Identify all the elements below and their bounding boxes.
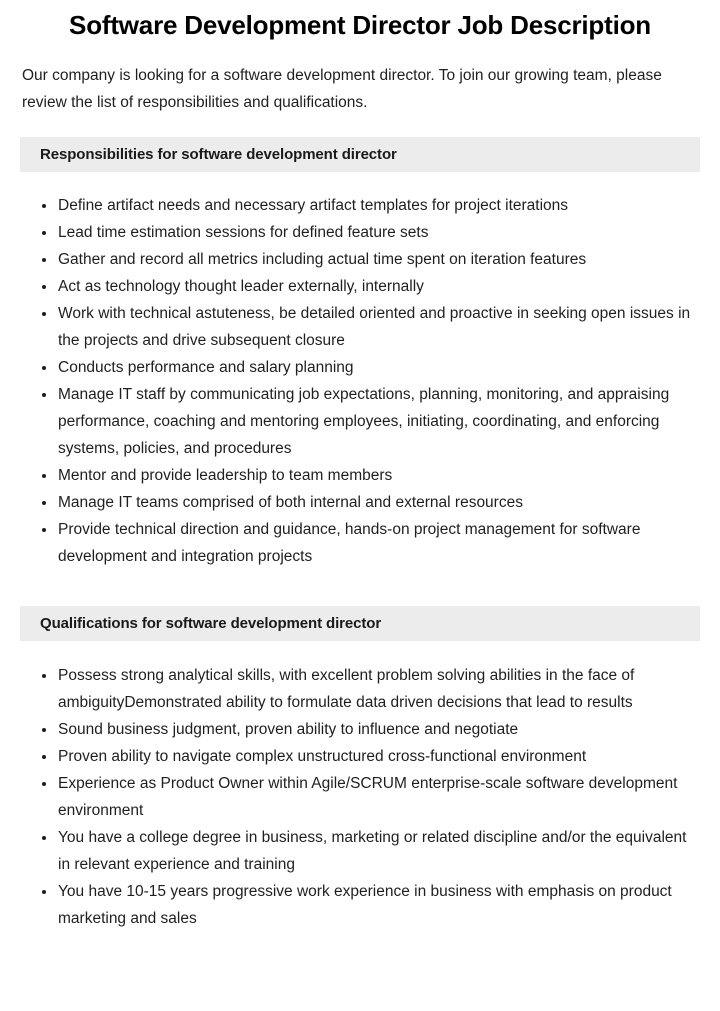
list-item: Provide technical direction and guidance, hands-on project management for software development and integration projects (0, 516, 720, 570)
section-header-qualifications (20, 606, 700, 641)
list-item: You have 10-15 years progressive work experience in business with emphasis on product marketing and sales (0, 878, 720, 932)
list-item: You have a college degree in business, marketing or related discipline and/or the equivalent in relevant experience and training (0, 824, 720, 878)
list-item: Proven ability to navigate complex unstructured cross-functional environment (0, 743, 720, 770)
section-qualifications (0, 606, 720, 932)
list-item: Act as technology thought leader externally, internally (0, 273, 720, 300)
list-item: Lead time estimation sessions for defined feature sets (0, 219, 720, 246)
list-item: Manage IT staff by communicating job expectations, planning, monitoring, and appraising performance, coaching and mentoring employees, initiating, coordinating, and enforcing systems, policies, and procedures (0, 381, 720, 462)
list-item: Sound business judgment, proven ability to influence and negotiate (0, 716, 720, 743)
section-heading-label: Qualifications for software development director (40, 615, 382, 632)
list-item: Manage IT teams comprised of both internal and external resources (0, 489, 720, 516)
section-header-responsibilities (20, 137, 700, 172)
page-title: Software Development Director Job Description (69, 10, 651, 40)
list-item: Define artifact needs and necessary artifact templates for project iterations (0, 192, 720, 219)
list-item: Mentor and provide leadership to team members (0, 462, 720, 489)
intro-paragraph: Our company is looking for a software development director. To join our growing team, please review the list of responsibilities and qualifications. (22, 67, 662, 111)
list-item: Work with technical astuteness, be detailed oriented and proactive in seeking open issues in the projects and drive subsequent closure (0, 300, 720, 354)
list-item: Possess strong analytical skills, with excellent problem solving abilities in the face of ambiguityDemonstrated ability to formulate data driven decisions that lead to results (0, 662, 720, 716)
list-item: Experience as Product Owner within Agile/SCRUM enterprise-scale software development environment (0, 770, 720, 824)
section-responsibilities (0, 137, 720, 570)
responsibilities-list (0, 172, 720, 570)
list-item: Conducts performance and salary planning (0, 354, 720, 381)
section-heading-label: Responsibilities for software development director (40, 146, 397, 163)
qualifications-list (0, 641, 720, 932)
list-item: Gather and record all metrics including actual time spent on iteration features (0, 246, 720, 273)
